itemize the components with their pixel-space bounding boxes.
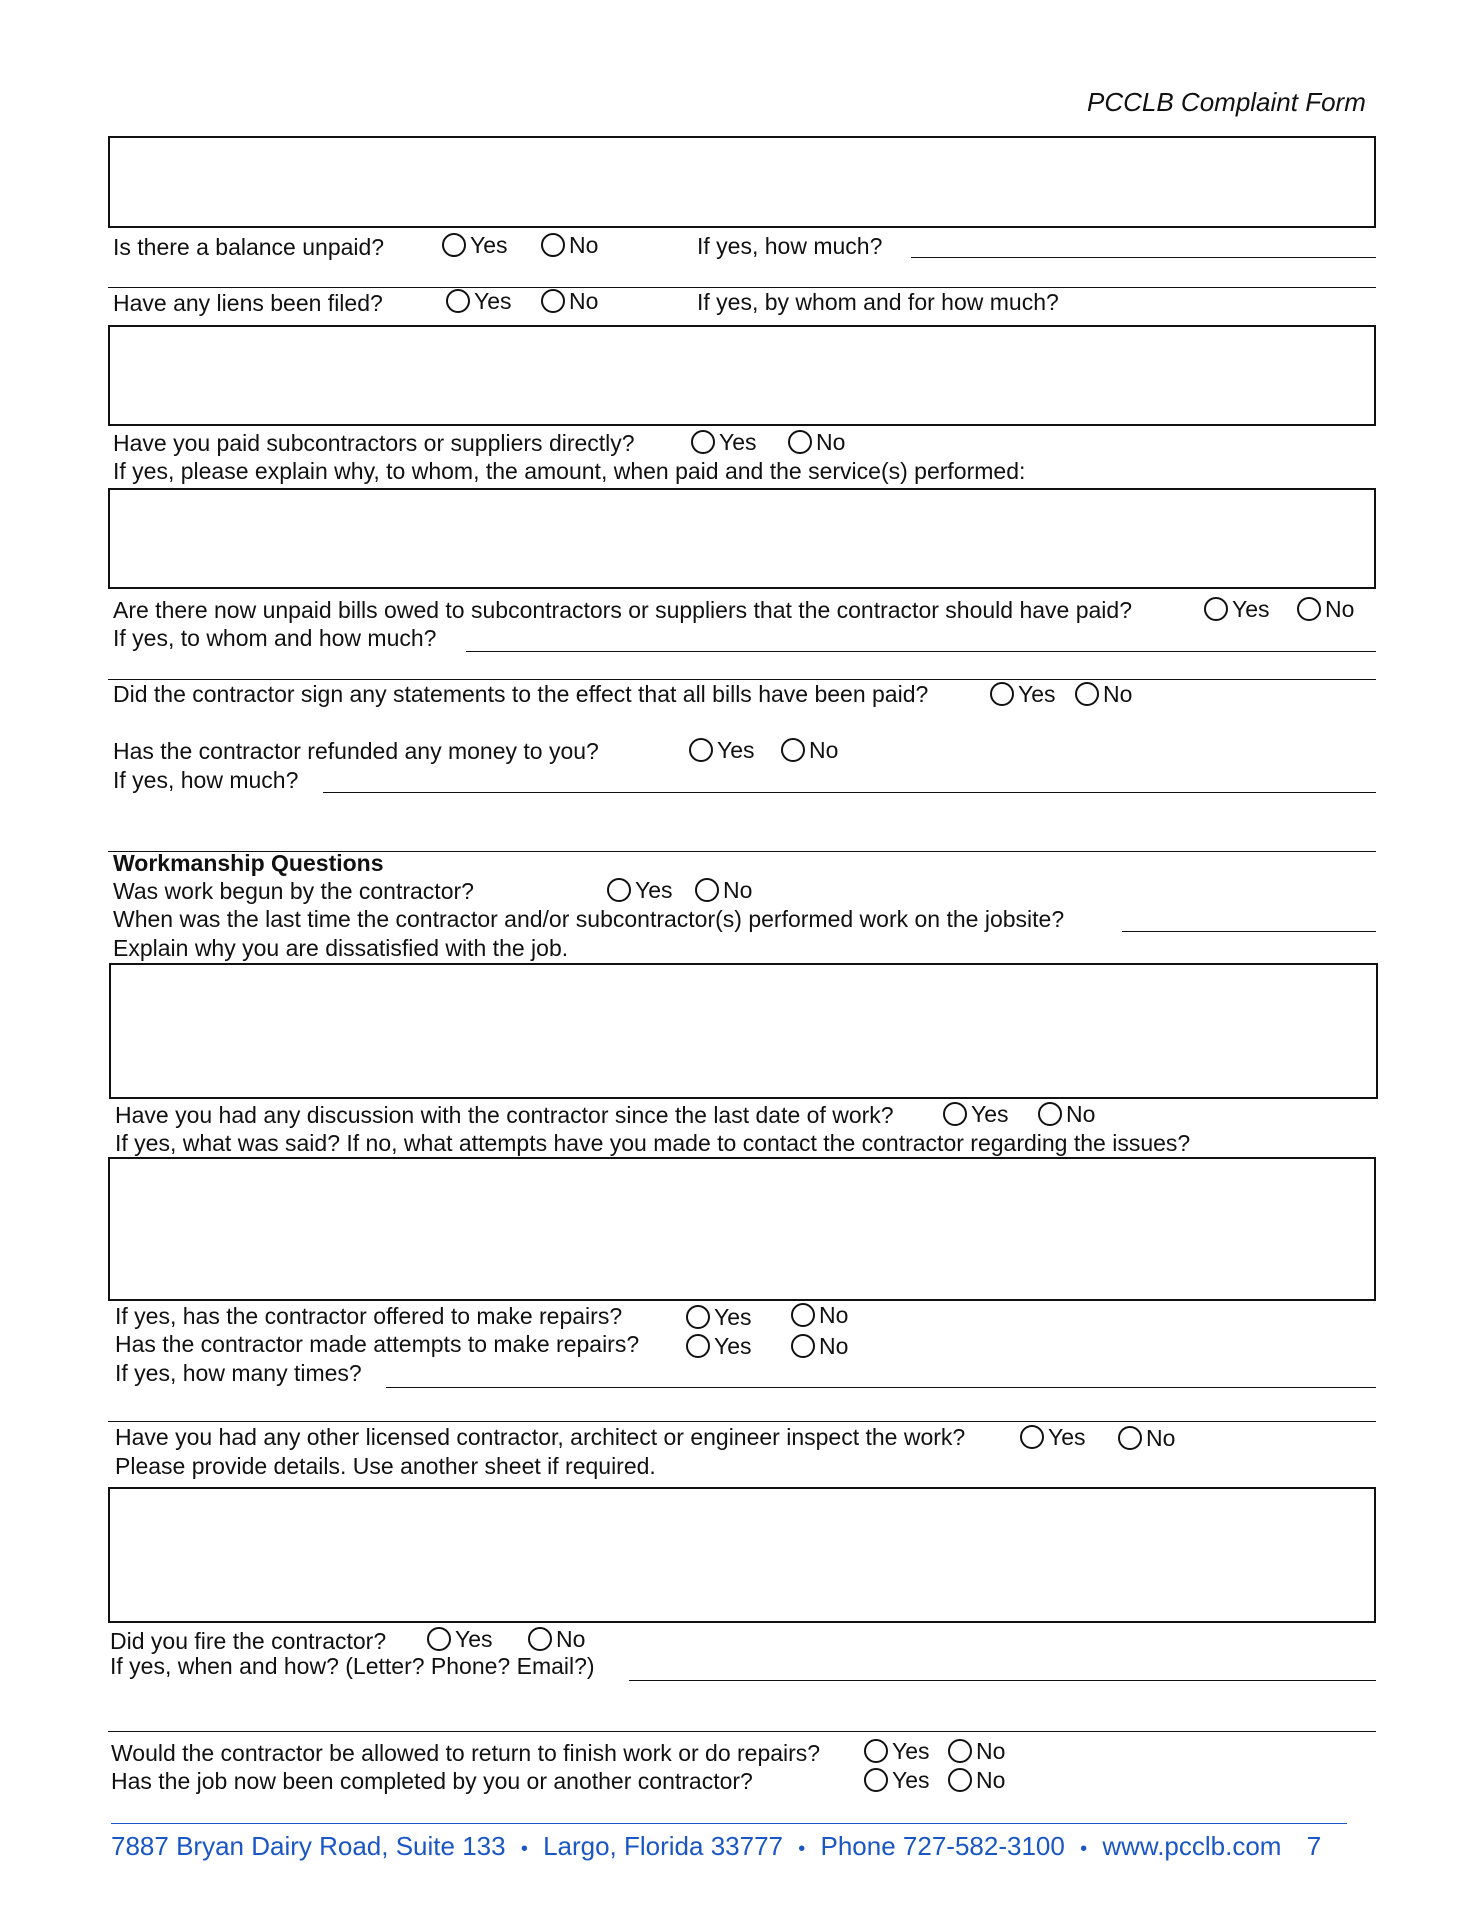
radio-label: No	[819, 1333, 849, 1359]
radio-label: Yes	[470, 232, 508, 258]
radio-circle-icon	[446, 289, 470, 313]
unpaid-bills-no-radio[interactable]	[1297, 595, 1354, 623]
label-what-said: If yes, what was said? If no, what attempts have you made to contact the contractor regarding the issues?	[115, 1130, 1191, 1156]
radio-circle-icon	[864, 1739, 888, 1763]
balance-yes-radio[interactable]	[442, 231, 508, 259]
question-liens-filed: Have any liens been filed?	[113, 290, 383, 316]
footer-bullet-icon: •	[798, 1838, 806, 1860]
radio-circle-icon	[948, 1739, 972, 1763]
footer-city: Largo, Florida 33777	[543, 1831, 784, 1861]
radio-label: No	[1325, 596, 1355, 622]
radio-circle-icon	[990, 682, 1014, 706]
sign-statements-no-radio[interactable]	[1075, 680, 1132, 708]
work-begun-yes-radio[interactable]	[607, 876, 673, 904]
label-explain-dissatisfied: Explain why you are dissatisfied with the job.	[113, 935, 569, 961]
divider	[108, 1731, 1376, 1732]
footer-phone: Phone 727-582-3100	[820, 1831, 1065, 1861]
footer	[111, 1830, 1321, 1865]
footer-website-link[interactable]: www.pcclb.com	[1102, 1831, 1282, 1861]
footer-address: 7887 Bryan Dairy Road, Suite 133	[111, 1831, 506, 1861]
radio-circle-icon	[689, 738, 713, 762]
radio-circle-icon	[442, 233, 466, 257]
question-unpaid-bills: Are there now unpaid bills owed to subcontractors or suppliers that the contractor should have paid?	[113, 597, 1132, 623]
label-how-much-2: If yes, how much?	[113, 767, 299, 793]
radio-label: No	[1103, 681, 1133, 707]
label-how-much-1: If yes, how much?	[697, 233, 883, 259]
other-inspect-yes-radio[interactable]	[1020, 1423, 1086, 1451]
radio-circle-icon	[691, 430, 715, 454]
balance-no-radio[interactable]	[541, 231, 598, 259]
question-allowed-return: Would the contractor be allowed to return to finish work or do repairs?	[111, 1740, 821, 1766]
radio-circle-icon	[541, 233, 565, 257]
radio-circle-icon	[607, 878, 631, 902]
radio-label: Yes	[1048, 1424, 1086, 1450]
question-attempted-repairs: Has the contractor made attempts to make repairs?	[115, 1331, 640, 1357]
footer-divider	[111, 1823, 1347, 1824]
refunded-no-radio[interactable]	[781, 736, 838, 764]
question-offered-repairs: If yes, has the contractor offered to make repairs?	[115, 1303, 623, 1329]
radio-label: Yes	[717, 737, 755, 763]
refund-amount-field[interactable]	[323, 792, 1376, 793]
radio-circle-icon	[695, 878, 719, 902]
radio-label: Yes	[455, 1626, 493, 1652]
how-many-times-field[interactable]	[386, 1387, 1376, 1388]
question-work-begun: Was work begun by the contractor?	[113, 878, 474, 904]
radio-circle-icon	[1297, 597, 1321, 621]
question-other-inspect: Have you had any other licensed contractor, architect or engineer inspect the work?	[115, 1424, 966, 1450]
job-completed-yes-radio[interactable]	[864, 1766, 930, 1794]
job-completed-no-radio[interactable]	[948, 1766, 1005, 1794]
attempted-repairs-no-radio[interactable]	[791, 1332, 848, 1360]
offered-repairs-no-radio[interactable]	[791, 1301, 848, 1329]
radio-label: Yes	[1232, 596, 1270, 622]
radio-label: No	[569, 288, 599, 314]
label-liens-whom: If yes, by whom and for how much?	[697, 289, 1059, 315]
attempted-repairs-yes-radio[interactable]	[686, 1332, 752, 1360]
footer-bullet-icon: •	[1080, 1838, 1088, 1860]
radio-circle-icon	[864, 1768, 888, 1792]
offered-repairs-yes-radio[interactable]	[686, 1303, 752, 1331]
radio-label: No	[569, 232, 599, 258]
liens-no-radio[interactable]	[541, 287, 598, 315]
radio-label: No	[809, 737, 839, 763]
question-discussion: Have you had any discussion with the contractor since the last date of work?	[115, 1102, 894, 1128]
radio-label: Yes	[714, 1304, 752, 1330]
radio-label: Yes	[892, 1767, 930, 1793]
radio-label: Yes	[714, 1333, 752, 1359]
question-fire-contractor: Did you fire the contractor?	[110, 1628, 387, 1654]
radio-circle-icon	[1075, 682, 1099, 706]
radio-circle-icon	[1038, 1102, 1062, 1126]
radio-label: No	[819, 1302, 849, 1328]
other-inspect-no-radio[interactable]	[1118, 1424, 1175, 1452]
radio-label: No	[723, 877, 753, 903]
fire-no-radio[interactable]	[528, 1625, 585, 1653]
radio-label: No	[816, 429, 846, 455]
label-how-many-times: If yes, how many times?	[115, 1360, 362, 1386]
radio-label: Yes	[719, 429, 757, 455]
section-heading-workmanship: Workmanship Questions	[113, 850, 384, 876]
text-box-top[interactable]	[108, 136, 1376, 228]
text-box-dissatisfied[interactable]	[109, 963, 1378, 1099]
sign-statements-yes-radio[interactable]	[990, 680, 1056, 708]
question-job-completed: Has the job now been completed by you or another contractor?	[111, 1768, 753, 1794]
radio-circle-icon	[528, 1627, 552, 1651]
radio-circle-icon	[1020, 1425, 1044, 1449]
radio-circle-icon	[781, 738, 805, 762]
label-when-how: If yes, when and how? (Letter? Phone? Email?)	[110, 1653, 595, 1679]
page-title: PCCLB Complaint Form	[1087, 87, 1366, 117]
radio-circle-icon	[791, 1334, 815, 1358]
text-box-liens[interactable]	[108, 325, 1376, 426]
refunded-yes-radio[interactable]	[689, 736, 755, 764]
label-provide-details: Please provide details. Use another sheet if required.	[115, 1453, 656, 1479]
radio-circle-icon	[686, 1334, 710, 1358]
radio-label: No	[976, 1767, 1006, 1793]
radio-circle-icon	[427, 1627, 451, 1651]
radio-circle-icon	[943, 1102, 967, 1126]
radio-circle-icon	[948, 1768, 972, 1792]
radio-label: No	[556, 1626, 586, 1652]
radio-label: No	[1146, 1425, 1176, 1451]
text-box-paid-subs[interactable]	[108, 488, 1376, 589]
fire-yes-radio[interactable]	[427, 1625, 493, 1653]
radio-circle-icon	[1204, 597, 1228, 621]
unpaid-whom-field[interactable]	[466, 651, 1376, 652]
allowed-return-no-radio[interactable]	[948, 1737, 1005, 1765]
radio-circle-icon	[791, 1303, 815, 1327]
page-number: 7	[1306, 1831, 1322, 1861]
text-box-discussion[interactable]	[108, 1157, 1376, 1301]
question-refunded: Has the contractor refunded any money to you?	[113, 738, 599, 764]
radio-label: No	[1066, 1101, 1096, 1127]
label-paid-subs-explain: If yes, please explain why, to whom, the amount, when paid and the service(s) performed:	[113, 458, 1026, 484]
paid-subs-no-radio[interactable]	[788, 428, 845, 456]
radio-label: Yes	[635, 877, 673, 903]
last-time-field[interactable]	[1122, 931, 1376, 932]
label-unpaid-whom: If yes, to whom and how much?	[113, 625, 437, 651]
divider	[108, 1421, 1376, 1422]
question-paid-subs: Have you paid subcontractors or suppliers directly?	[113, 430, 635, 456]
paid-subs-yes-radio[interactable]	[691, 428, 757, 456]
radio-circle-icon	[686, 1305, 710, 1329]
allowed-return-yes-radio[interactable]	[864, 1737, 930, 1765]
radio-label: Yes	[1018, 681, 1056, 707]
question-last-time: When was the last time the contractor and/or subcontractor(s) performed work on the jobsite?	[113, 906, 1065, 932]
radio-label: Yes	[474, 288, 512, 314]
footer-bullet-icon: •	[520, 1838, 528, 1860]
radio-circle-icon	[1118, 1426, 1142, 1450]
discussion-no-radio[interactable]	[1038, 1100, 1095, 1128]
balance-amount-field[interactable]	[911, 257, 1376, 258]
text-box-inspect-details[interactable]	[108, 1487, 1376, 1623]
when-how-field[interactable]	[629, 1680, 1376, 1681]
question-balance-unpaid: Is there a balance unpaid?	[113, 234, 385, 260]
work-begun-no-radio[interactable]	[695, 876, 752, 904]
question-sign-statements: Did the contractor sign any statements to the effect that all bills have been paid?	[113, 681, 929, 707]
radio-circle-icon	[788, 430, 812, 454]
discussion-yes-radio[interactable]	[943, 1100, 1009, 1128]
unpaid-bills-yes-radio[interactable]	[1204, 595, 1270, 623]
radio-label: No	[976, 1738, 1006, 1764]
radio-circle-icon	[541, 289, 565, 313]
radio-label: Yes	[892, 1738, 930, 1764]
radio-label: Yes	[971, 1101, 1009, 1127]
liens-yes-radio[interactable]	[446, 287, 512, 315]
